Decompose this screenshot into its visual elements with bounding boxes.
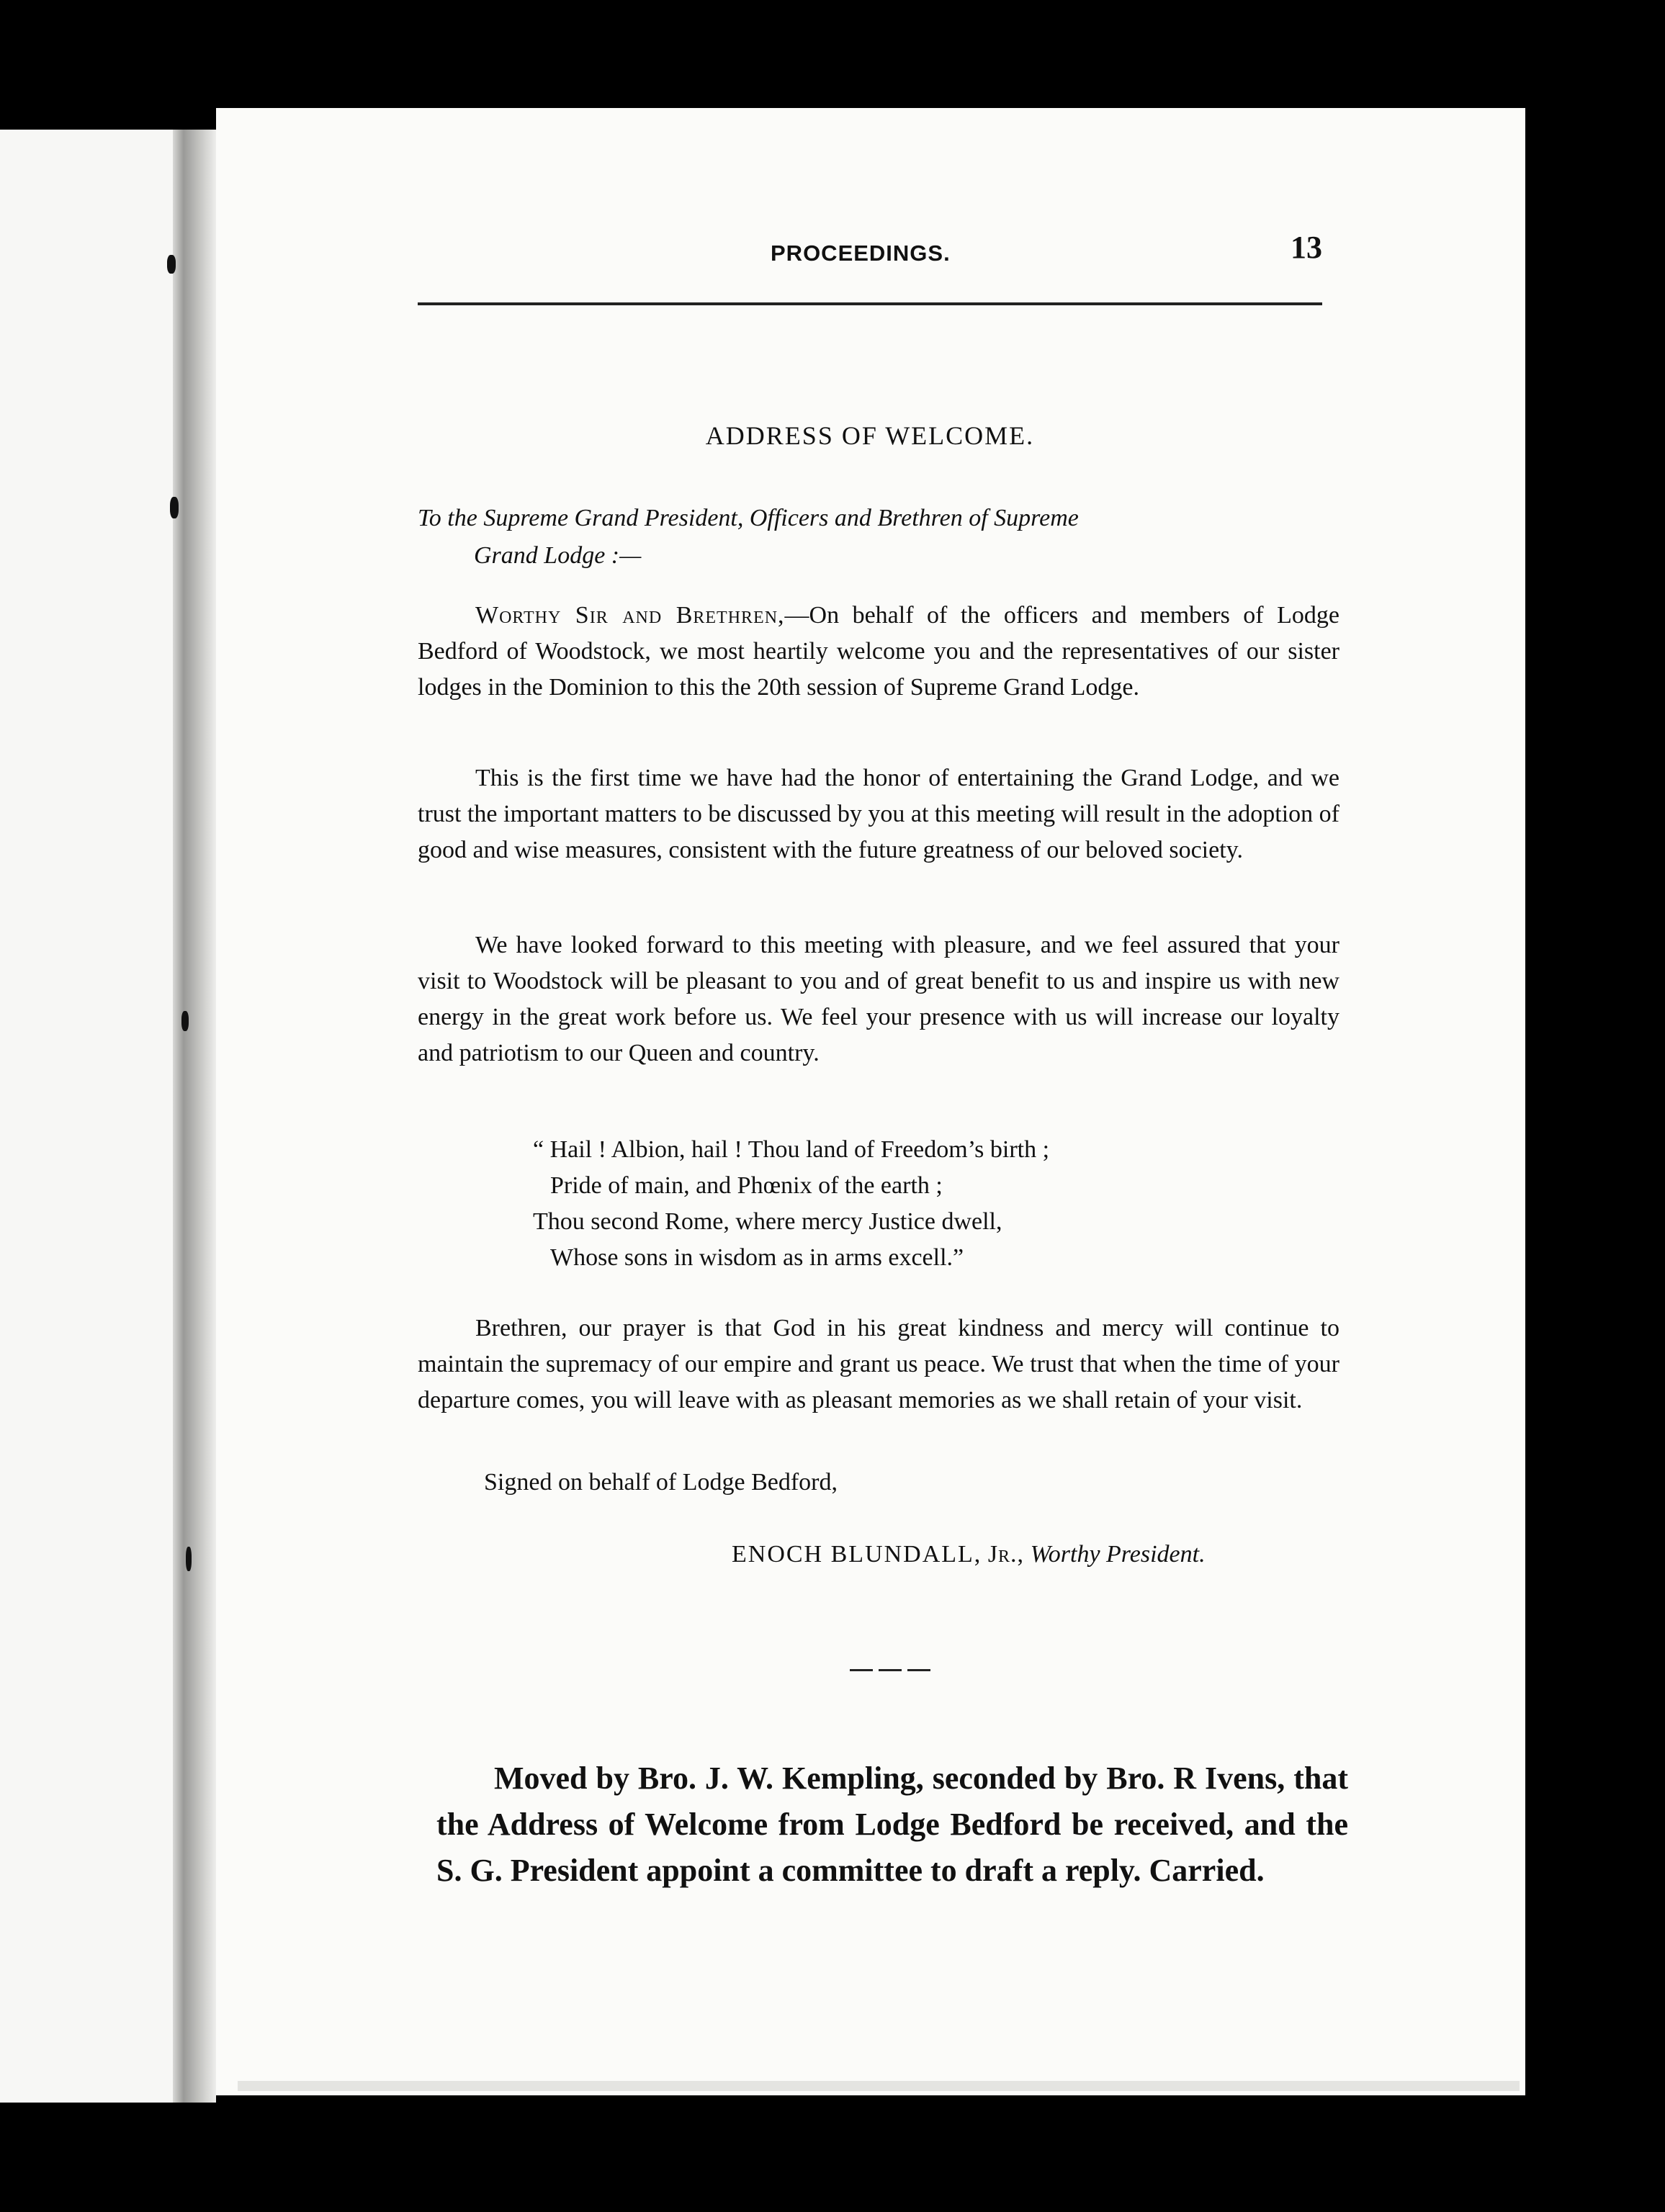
paragraph-1-text: —On behalf of the officers and members of Lodge Bedford of Woodstock, we most heartily welcome you and the representatives of our sister lodges in the Dominion to this the 20th session of Supreme Grand Lodge. (418, 602, 1339, 701)
signatory-name: ENOCH BLUNDALL, (732, 1541, 982, 1568)
signature (732, 1541, 1206, 1568)
poem-line-1: “ Hail ! Albion, hail ! Thou land of Freedom’s birth ; (533, 1136, 1050, 1163)
page-stack-edge (238, 2081, 1520, 2091)
paragraph-4: Brethren, our prayer is that God in his great kindness and mercy will continue to maintain the supremacy of our empire and grant us peace. We trust that when the time of your departure comes, you will leave with as pleasant memories as we shall retain of your visit. (418, 1315, 1339, 1413)
signatory-title: Worthy President. (1030, 1541, 1206, 1568)
salutation-line-1: To the Supreme Grand President, Officers and Brethren of Supreme (418, 505, 1079, 531)
motion-paragraph: Moved by Bro. J. W. Kempling, seconded by Bro. R Ivens, that the Address of Welcome from Lodge Bedford be received, and the S. G. President appoint a committee to draft a reply. Carried. (436, 1761, 1348, 1888)
page-number: 13 (1291, 230, 1322, 265)
facing-page-edge (0, 130, 173, 2103)
poem-line-4: Whose sons in wisdom as in arms excell.” (550, 1244, 964, 1271)
poem-line-2: Pride of main, and Phœnix of the earth ; (550, 1172, 943, 1199)
poem-line-3: Thou second Rome, where mercy Justice dwell, (533, 1208, 1002, 1235)
scan-speck (181, 1011, 189, 1031)
section-separator (850, 1669, 930, 1671)
scan-speck (167, 255, 176, 274)
salutation (418, 500, 1339, 575)
header-rule (418, 302, 1322, 305)
poem-quotation (533, 1132, 1049, 1276)
paragraph-1 (418, 598, 1339, 706)
paragraph-1-lead: Worthy Sir and Brethren, (475, 602, 785, 629)
section-title: ADDRESS OF WELCOME. (705, 421, 1035, 450)
signed-line: Signed on behalf of Lodge Bedford, (484, 1469, 838, 1496)
paragraph-2: This is the first time we have had the honor of entertaining the Grand Lodge, and we trust the important matters to be discussed by you at this meeting will result in the adoption of good and wise measures, consistent with the future greatness of our beloved society. (418, 765, 1339, 863)
scan-speck (186, 1547, 192, 1571)
signatory-suffix: Jr., (987, 1541, 1025, 1568)
running-head: PROCEEDINGS. (771, 240, 951, 266)
scan-speck (170, 497, 179, 518)
paragraph-3: We have looked forward to this meeting with pleasure, and we feel assured that your visit to Woodstock will be pleasant to you and of great benefit to us and inspire us with new energy in the great work before us. We feel your presence with us will increase our loyalty and patriotism to our Queen and country. (418, 932, 1339, 1066)
book-gutter (173, 130, 216, 2103)
salutation-line-2: Grand Lodge :— (474, 542, 642, 569)
